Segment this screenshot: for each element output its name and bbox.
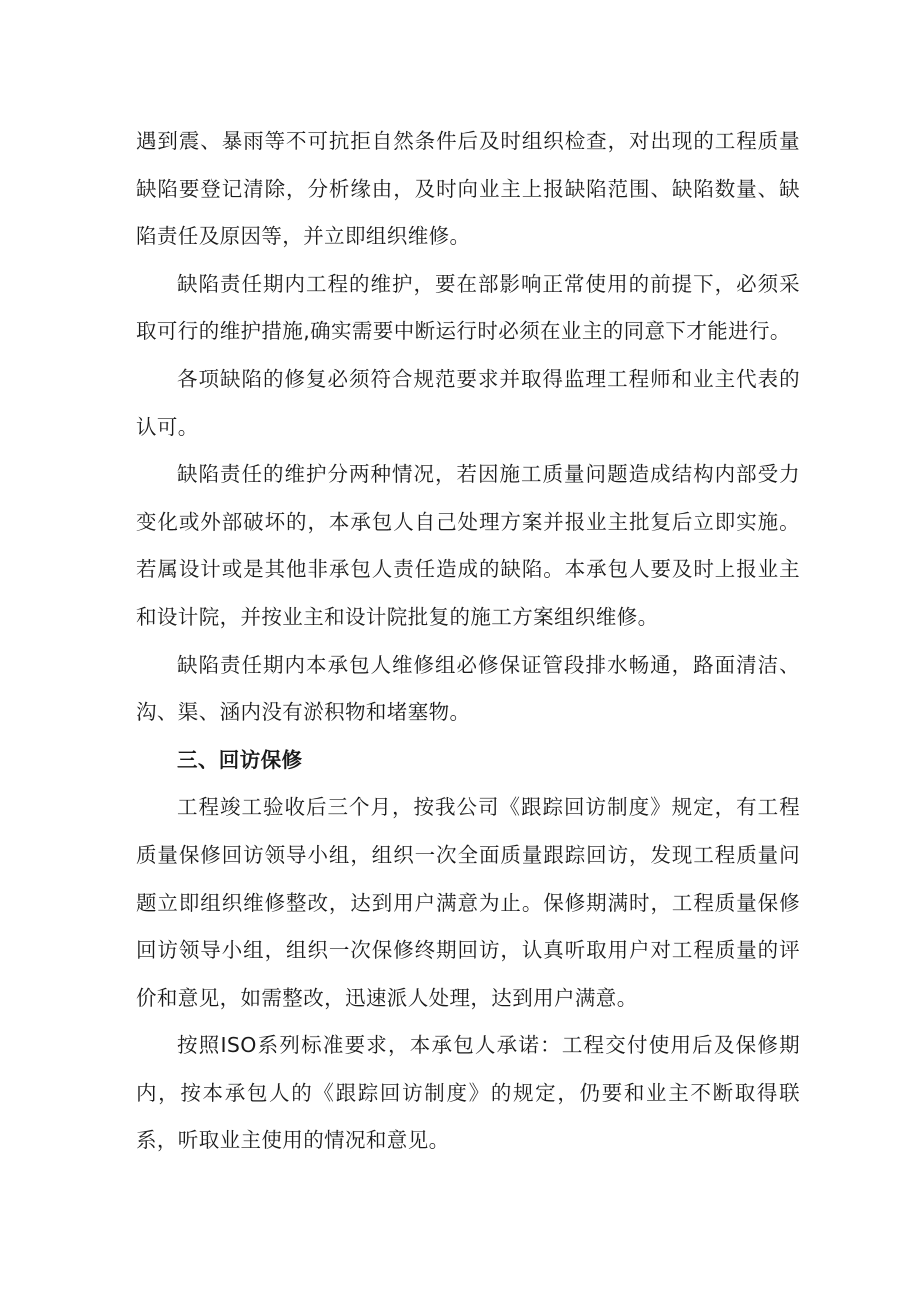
paragraph-defect-maintenance: 缺陷责任期内工程的维护，要在部影响正常使用的前提下，必须采取可行的维护措施,确实需要中断运行时必须在业主的同意下才能进行。 [136,271,800,344]
paragraph-two-situations: 缺陷责任的维护分两种情况，若因施工质量问题造成结构内部受力变化或外部破坏的，本承包人自己处理方案并报业主批复后立即实施。若属设计或是其他非承包人责任造成的缺陷。本承包人要及时上报业主和设计院，并按业主和设计院批复的施工方案组织维修。 [136,462,800,629]
paragraph-continued: 遇到震、暴雨等不可抗拒自然条件后及时组织检查，对出现的工程质量缺陷要登记清除，分析缘由，及时向业主上报缺陷范围、缺陷数量、缺陷责任及原因等，并立即组织维修。 [136,129,800,249]
document-page [136,118,800,1165]
paragraph-iso-commitment: 按照ISO系列标准要求，本承包人承诺：工程交付使用后及保修期内，按本承包人的《跟踪回访制度》的规定，仍要和业主不断取得联系，听取业主使用的情况和意见。 [136,1033,800,1153]
paragraph-drainage: 缺陷责任期内本承包人维修组必修保证管段排水畅通，路面清洁、沟、渠、涵内没有淤积物和堵塞物。 [136,652,800,725]
section-heading: 三、回访保修 [177,747,303,772]
paragraph-return-visit: 工程竣工验收后三个月，按我公司《跟踪回访制度》规定，有工程质量保修回访领导小组，组织一次全面质量跟踪回访，发现工程质量问题立即组织维修整改，达到用户满意为止。保修期满时，工程质量保修回访领导小组，组织一次保修终期回访，认真听取用户对工程质量的评价和意见，如需整改，迅速派人处理，达到用户满意。 [136,795,800,1010]
paragraph-repair-approval: 各项缺陷的修复必须符合规范要求并取得监理工程师和业主代表的认可。 [136,366,800,439]
